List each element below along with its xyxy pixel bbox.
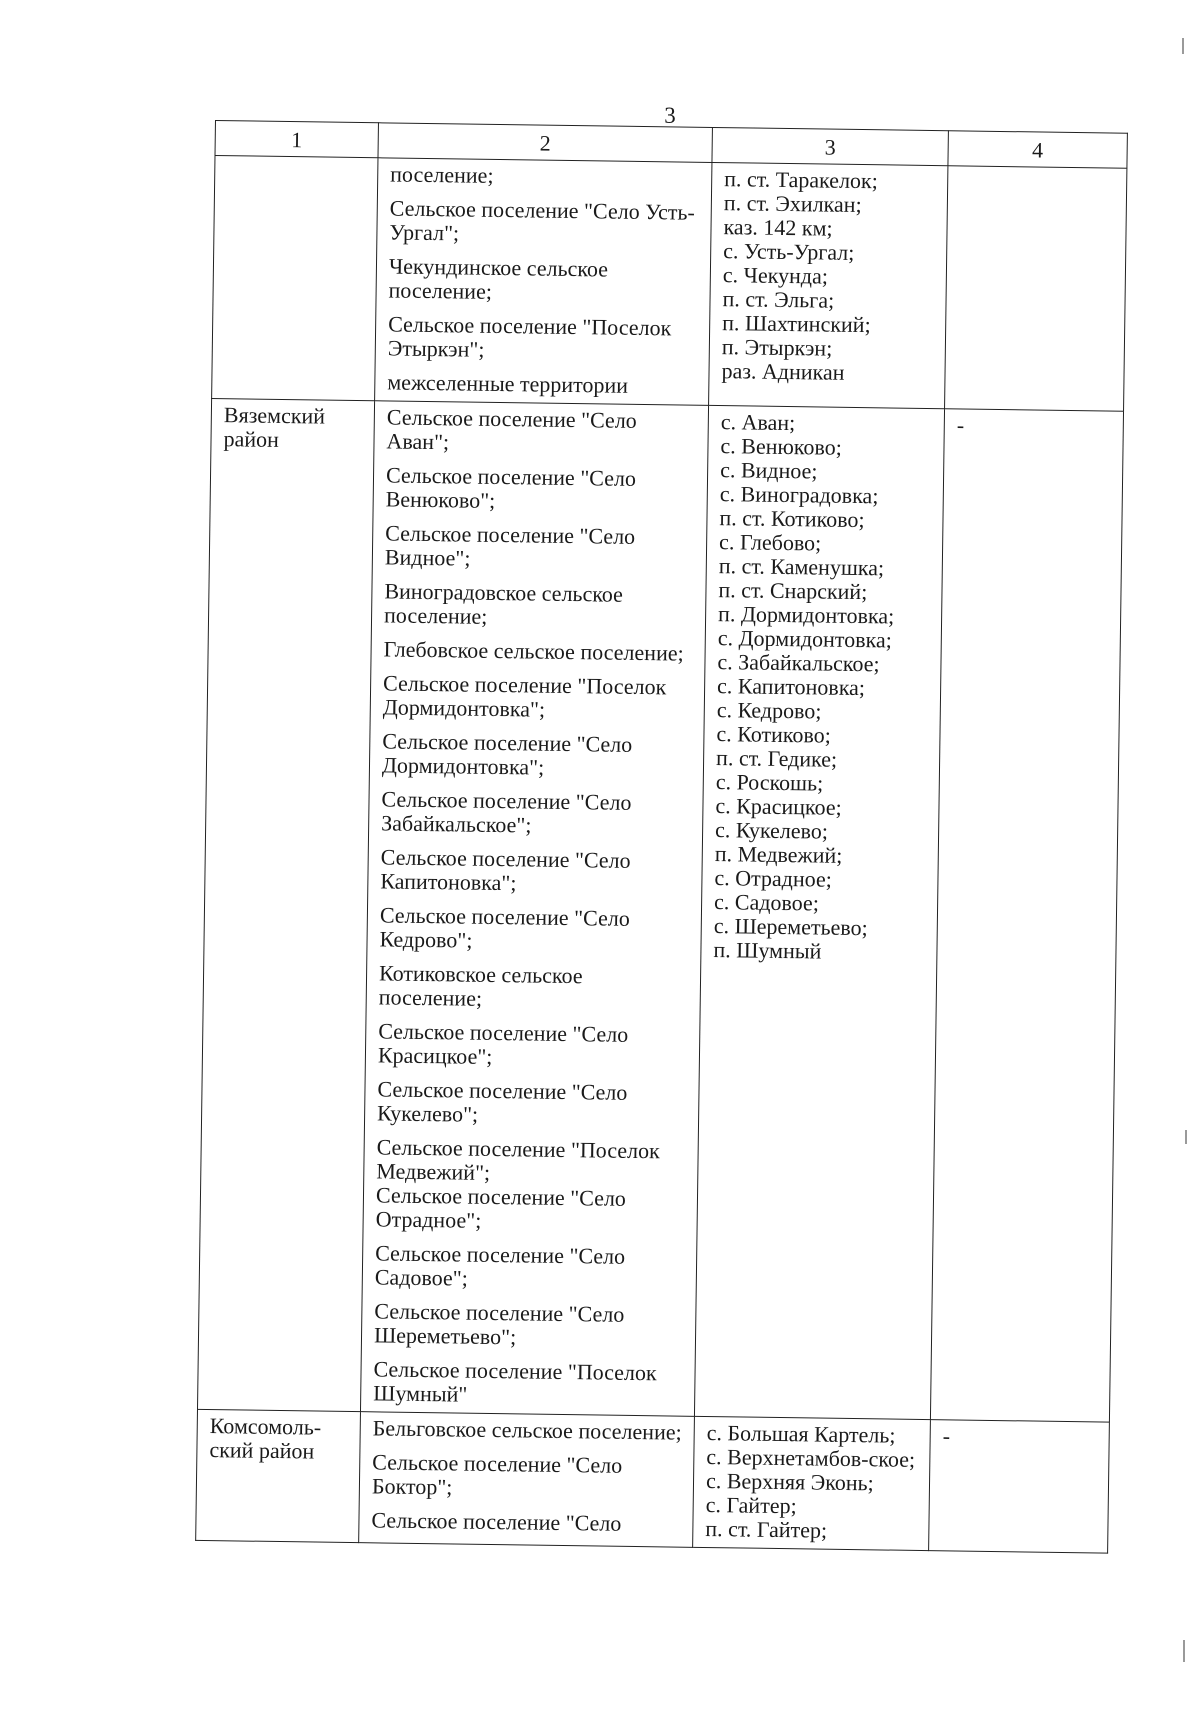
scan-artifact-mark [1185, 1130, 1187, 1144]
district-cell: Вяземский район [197, 398, 374, 1411]
place-item: с. Аван; [720, 409, 796, 436]
settlement-entry: Сельское поселение "Село Забайкальское"; [381, 786, 632, 838]
settlement-entry: Чекундинское сельское поселение; [388, 253, 609, 304]
settlement-entry: Виноградовское сельское поселение; [383, 578, 624, 629]
settlement-entry: Бельговское сельское поселение; [372, 1415, 682, 1445]
place-item: п. ст. Каменушка; [718, 553, 885, 581]
place-item: с. Садовое; [713, 889, 820, 916]
place-item: п. Медвежий; [714, 841, 843, 868]
settlement-entry: поселение; [390, 161, 494, 188]
place-item: п. Шумный [713, 937, 822, 964]
place-item: п. ст. Снарский; [718, 577, 868, 605]
places-cell [709, 162, 948, 408]
settlement-entry: Сельское поселение "Село Видное"; [384, 520, 636, 571]
place-item: с. Виноградовка; [719, 481, 879, 509]
place-item: п. ст. Эльга; [722, 286, 835, 313]
place-item: с. Видное; [719, 457, 818, 484]
settlement-entry: Сельское поселение "Село Отрадное"; [375, 1182, 627, 1233]
settlement-entry: Сельское поселение "Село Шереметьево"; [373, 1298, 625, 1350]
place-item: с. Шереметьево; [713, 913, 868, 941]
page-number: 3 [664, 103, 676, 128]
settlements-cell [360, 401, 708, 1417]
place-item: п. ст. Таракелок; [724, 166, 879, 194]
col4-cell: - [929, 1420, 1110, 1553]
settlement-entry: Сельское поселение "Село Боктор"; [371, 1449, 623, 1500]
settlements-table [195, 120, 1128, 1554]
scan-artifact-mark [1183, 1640, 1185, 1662]
settlement-entry: Сельское поселение "Село [371, 1507, 622, 1536]
settlements-cell [359, 1412, 695, 1548]
place-item: п. ст. Котиково; [719, 505, 865, 533]
settlement-entry: Сельское поселение "Поселок Шумный" [373, 1356, 657, 1407]
settlement-entry: Сельское поселение "Село Капитоновка"; [380, 844, 631, 896]
table-row [197, 398, 1123, 1422]
table-row [212, 156, 1127, 412]
settlement-entry: Сельское поселение "Село Венюково"; [385, 462, 637, 513]
place-item: с. Забайкальское; [717, 649, 880, 677]
settlement-entry: Сельское поселение "Село Аван"; [386, 404, 637, 455]
place-item: с. Усть-Ургал; [723, 238, 855, 265]
settlement-entry: Глебовское сельское поселение; [383, 636, 684, 666]
place-item: с. Красицкое; [715, 793, 842, 820]
settlement-entry: Сельское поселение "Поселок Медвежий"; [376, 1134, 660, 1185]
district-cell [212, 156, 378, 401]
place-item: п. ст. Гайтер; [705, 1515, 828, 1543]
settlement-entry: межселенные территории [387, 369, 629, 398]
place-item: с. Кедрово; [716, 697, 822, 724]
place-item: раз. Адникан [721, 358, 845, 385]
place-item: с. Капитоновка; [716, 673, 866, 701]
place-item: каз. 142 км; [723, 214, 833, 241]
settlement-entry: Сельское поселение "Село Красицкое"; [377, 1018, 629, 1069]
place-item: с. Глебово; [718, 529, 822, 556]
place-item: с. Венюково; [720, 433, 843, 460]
table-body [196, 156, 1127, 1554]
header-col-1: 1 [215, 121, 378, 158]
place-item: п. Этыркэн; [721, 334, 833, 361]
scan-artifact-mark [1182, 38, 1184, 54]
place-item: п. Шахтинский; [722, 310, 871, 338]
settlement-entry: Сельское поселение "Поселок Этыркэн"; [387, 311, 672, 362]
settlement-entry: Сельское поселение "Село Усть-Ургал"; [389, 195, 696, 246]
place-item: с. Кукелево; [714, 817, 829, 844]
place-item: п. Дормидонтовка; [717, 601, 895, 629]
header-col-3: 3 [712, 127, 948, 165]
header-col-2: 2 [378, 123, 712, 163]
settlements-cell [375, 158, 712, 406]
places-cell [693, 1416, 931, 1550]
col4-cell [945, 166, 1127, 411]
settlement-entry: Сельское поселение "Село Кедрово"; [379, 902, 631, 953]
settlement-entry: Сельское поселение "Село Кукелево"; [376, 1076, 628, 1127]
place-item: с. Большая Картель; [706, 1419, 896, 1448]
settlement-entry: Сельское поселение "Село Дормидонтовка"; [381, 728, 633, 780]
place-item: п. ст. Гедике; [715, 745, 838, 772]
place-item: с. Отрадное; [714, 865, 833, 892]
place-item: с. Верхняя Эконь; [705, 1467, 874, 1496]
district-cell: Комсомоль-ский район [196, 1409, 361, 1542]
settlement-entry: Сельское поселение "Село Садовое"; [374, 1240, 626, 1291]
place-item: с. Роскошь; [715, 769, 824, 796]
header-col-4: 4 [948, 131, 1127, 168]
place-item: с. Верхнетамбов-ское; [706, 1443, 916, 1472]
places-cell [694, 405, 944, 1419]
col4-cell: - [930, 409, 1123, 1422]
place-item: с. Чекунда; [722, 262, 829, 289]
settlement-entry: Котиковское сельское поселение; [378, 960, 583, 1011]
table-row [196, 1409, 1110, 1553]
settlement-entry: Сельское поселение "Поселок Дормидонтовка"; [382, 670, 667, 722]
place-item: с. Котиково; [716, 721, 832, 748]
place-item: с. Дормидонтовка; [717, 625, 893, 653]
place-item: с. Гайтер; [705, 1491, 797, 1519]
place-item: п. ст. Эхилкан; [723, 190, 862, 218]
